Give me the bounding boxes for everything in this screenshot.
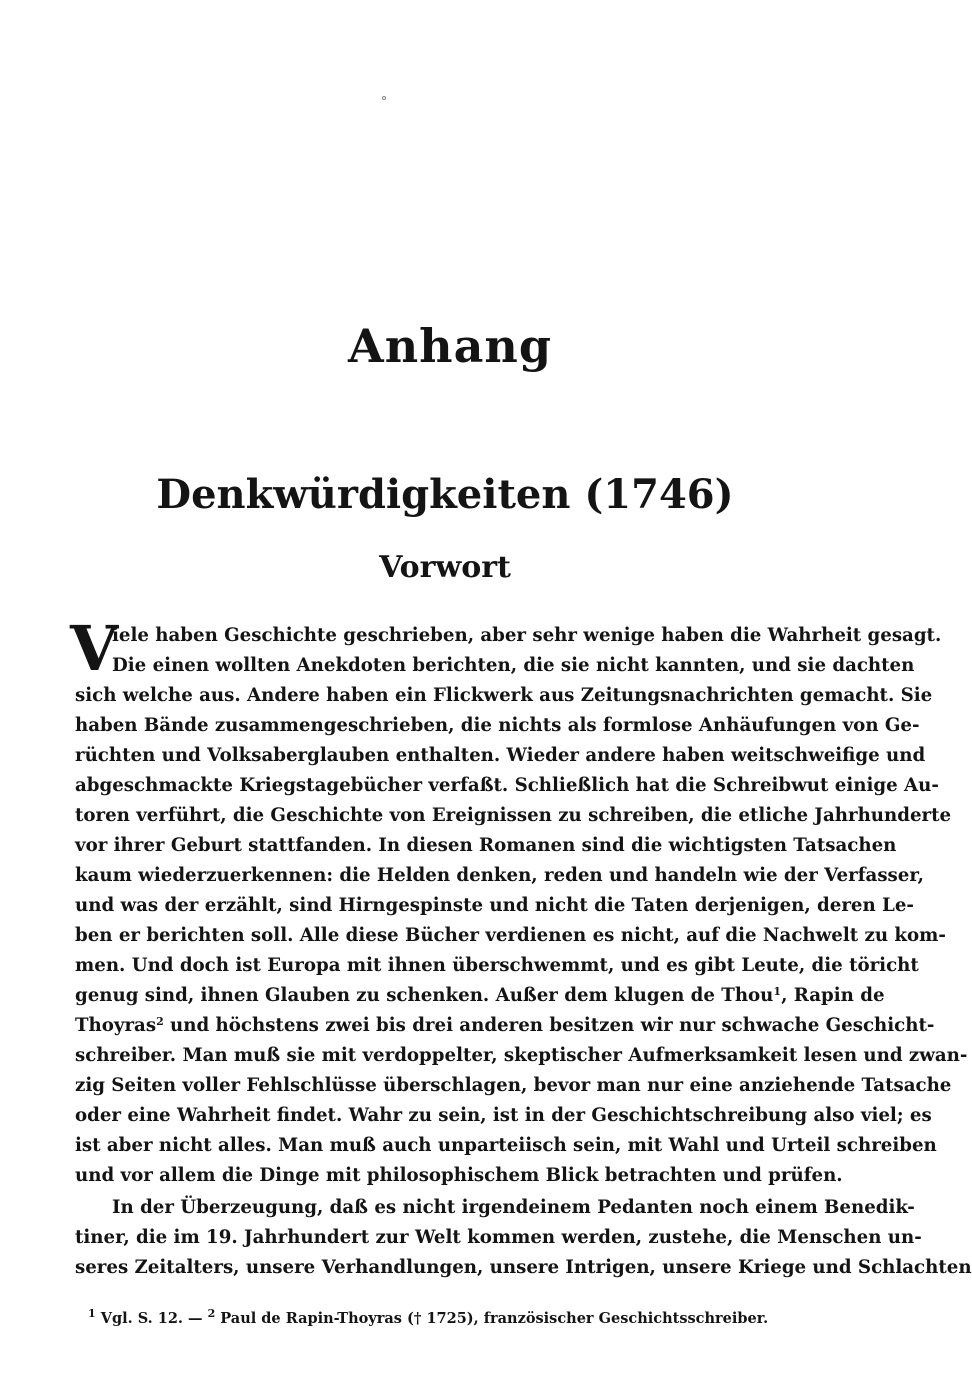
text-line: ist aber nicht alles. Man muß auch unparteiisch sein, mit Wahl und Urteil schreiben bbox=[75, 1135, 937, 1156]
text-line: toren verführt, die Geschichte von Ereignissen zu schreiben, die etliche Jahrhunderte bbox=[75, 805, 952, 826]
footnote bbox=[88, 1307, 808, 1331]
text-line: kaum wiederzuerkennen: die Helden denken, reden und handeln wie der Verfasser, bbox=[75, 865, 924, 886]
text-line: seres Zeitalters, unsere Verhandlungen, unsere Intrigen, unsere Kriege und Schlachten bbox=[75, 1257, 972, 1278]
text-line: abgeschmackte Kriegstagebücher verfaßt. Schließlich hat die Schreibwut einige Au- bbox=[75, 775, 939, 796]
print-speck bbox=[382, 96, 386, 100]
subsection-title: Vorwort bbox=[379, 550, 511, 585]
text-line: tiner, die im 19. Jahrhundert zur Welt kommen werden, zustehe, die Menschen un- bbox=[75, 1227, 922, 1248]
footnote-text-2: Paul de Rapin-Thoyras († 1725), französischer Geschichtsschreiber. bbox=[215, 1310, 769, 1327]
text-segment: genug sind, ihnen Glauben zu schenken. Außer dem klugen de Thou bbox=[75, 985, 774, 1006]
text-line: und was der erzählt, sind Hirngespinste und nicht die Taten derjenigen, deren Le- bbox=[75, 895, 914, 916]
text-line: haben Bände zusammengeschrieben, die nichts als formlose Anhäufungen von Ge- bbox=[75, 715, 920, 736]
text-line: vor ihrer Geburt stattfanden. In diesen Romanen sind die wichtigsten Tatsachen bbox=[75, 835, 897, 856]
drop-cap: V bbox=[70, 612, 119, 685]
text-line: iele haben Geschichte geschrieben, aber sehr wenige haben die Wahrheit gesagt. bbox=[112, 625, 942, 646]
footnote-mark-2: 2 bbox=[207, 1307, 216, 1320]
footnote-ref-1[interactable]: 1 bbox=[773, 985, 782, 998]
text-segment: , Rapin de bbox=[781, 985, 885, 1006]
footnote-text-1: Vgl. S. 12. — bbox=[95, 1310, 208, 1327]
text-line: Die einen wollten Anekdoten berichten, die sie nicht kannten, und sie dachten bbox=[112, 655, 915, 676]
text-line: oder eine Wahrheit findet. Wahr zu sein, ist in der Geschichtschreibung also viel; es bbox=[75, 1105, 932, 1126]
footnote-ref-2[interactable]: 2 bbox=[156, 1015, 164, 1028]
text-line bbox=[75, 981, 885, 1011]
footnote-mark-1: 1 bbox=[88, 1307, 96, 1320]
section-title: Denkwürdigkeiten (1746) bbox=[156, 471, 734, 518]
chapter-title: Anhang bbox=[348, 319, 552, 373]
text-segment: Thoyras bbox=[75, 1015, 157, 1036]
text-line: In der Überzeugung, daß es nicht irgendeinem Pedanten noch einem Benedik- bbox=[112, 1197, 915, 1218]
text-line: und vor allem die Dinge mit philosophischem Blick betrachten und prüfen. bbox=[75, 1165, 843, 1186]
text-line: men. Und doch ist Europa mit ihnen überschwemmt, und es gibt Leute, die töricht bbox=[75, 955, 919, 976]
text-line: schreiber. Man muß sie mit verdoppelter, skeptischer Aufmerksamkeit lesen und zwan- bbox=[75, 1045, 968, 1066]
text-line: rüchten und Volksaberglauben enthalten. Wieder andere haben weitschweifige und bbox=[75, 745, 926, 766]
text-line: zig Seiten voller Fehlschlüsse überschlagen, bevor man nur eine anziehende Tatsache bbox=[75, 1075, 952, 1096]
text-line: ben er berichten soll. Alle diese Bücher verdienen es nicht, auf die Nachwelt zu kom- bbox=[75, 925, 946, 946]
text-segment: und höchstens zwei bis drei anderen besitzen wir nur schwache Geschicht- bbox=[163, 1015, 935, 1036]
text-line: sich welche aus. Andere haben ein Flickwerk aus Zeitungsnachrichten gemacht. Sie bbox=[75, 685, 933, 706]
text-line bbox=[75, 1011, 935, 1041]
